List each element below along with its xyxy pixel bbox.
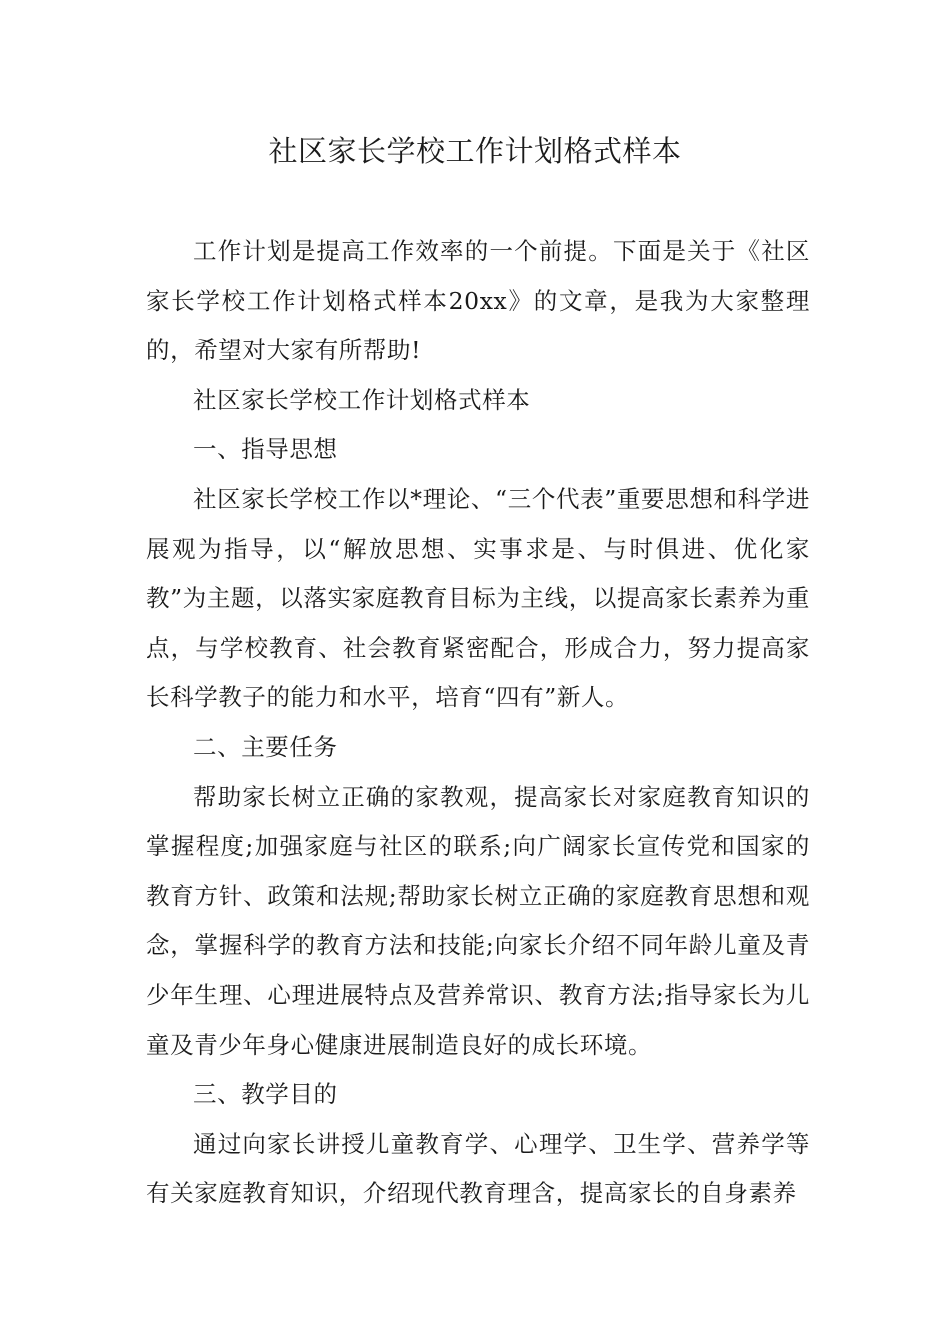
teaching-purpose-paragraph: 通过向家长讲授儿童教育学、心理学、卫生学、营养学等有关家庭教育知识，介绍现代教育理含，提高家长的自身素养: [146, 1129, 810, 1208]
section-heading-teaching-purpose: 三、教学目的: [193, 1080, 338, 1109]
subtitle-paragraph: 社区家长学校工作计划格式样本: [193, 385, 531, 414]
document-title: 社区家长学校工作计划格式样本: [268, 134, 682, 168]
section-heading-main-tasks: 二、主要任务: [193, 732, 338, 761]
main-tasks-paragraph: 帮助家长树立正确的家教观，提高家长对家庭教育知识的掌握程度;加强家庭与社区的联系;向广阔家长宣传党和国家的教育方针、政策和法规;帮助家长树立正确的家庭教育思想和观念，掌握科学的教育方法和技能;向家长介绍不同年龄儿童及青少年生理、心理进展特点及营养常识、教育方法;指导家长为儿童及青少年身心健康进展制造良好的成长环境。: [146, 782, 810, 1059]
guiding-ideology-paragraph: 社区家长学校工作以*理论、“三个代表”重要思想和科学进展观为指导，以“解放思想、实事求是、与时俱进、优化家教”为主题，以落实家庭教育目标为主线，以提高家长素养为重点，与学校教育、社会教育紧密配合，形成合力，努力提高家长科学教子的能力和水平，培育“四有”新人。: [146, 484, 810, 712]
intro-paragraph: 工作计划是提高工作效率的一个前提。下面是关于《社区家长学校工作计划格式样本20xx》的文章，是我为大家整理的，希望对大家有所帮助!: [146, 237, 810, 365]
document-body: [146, 227, 810, 1219]
section-heading-guiding-ideology: 一、指导思想: [193, 435, 338, 464]
